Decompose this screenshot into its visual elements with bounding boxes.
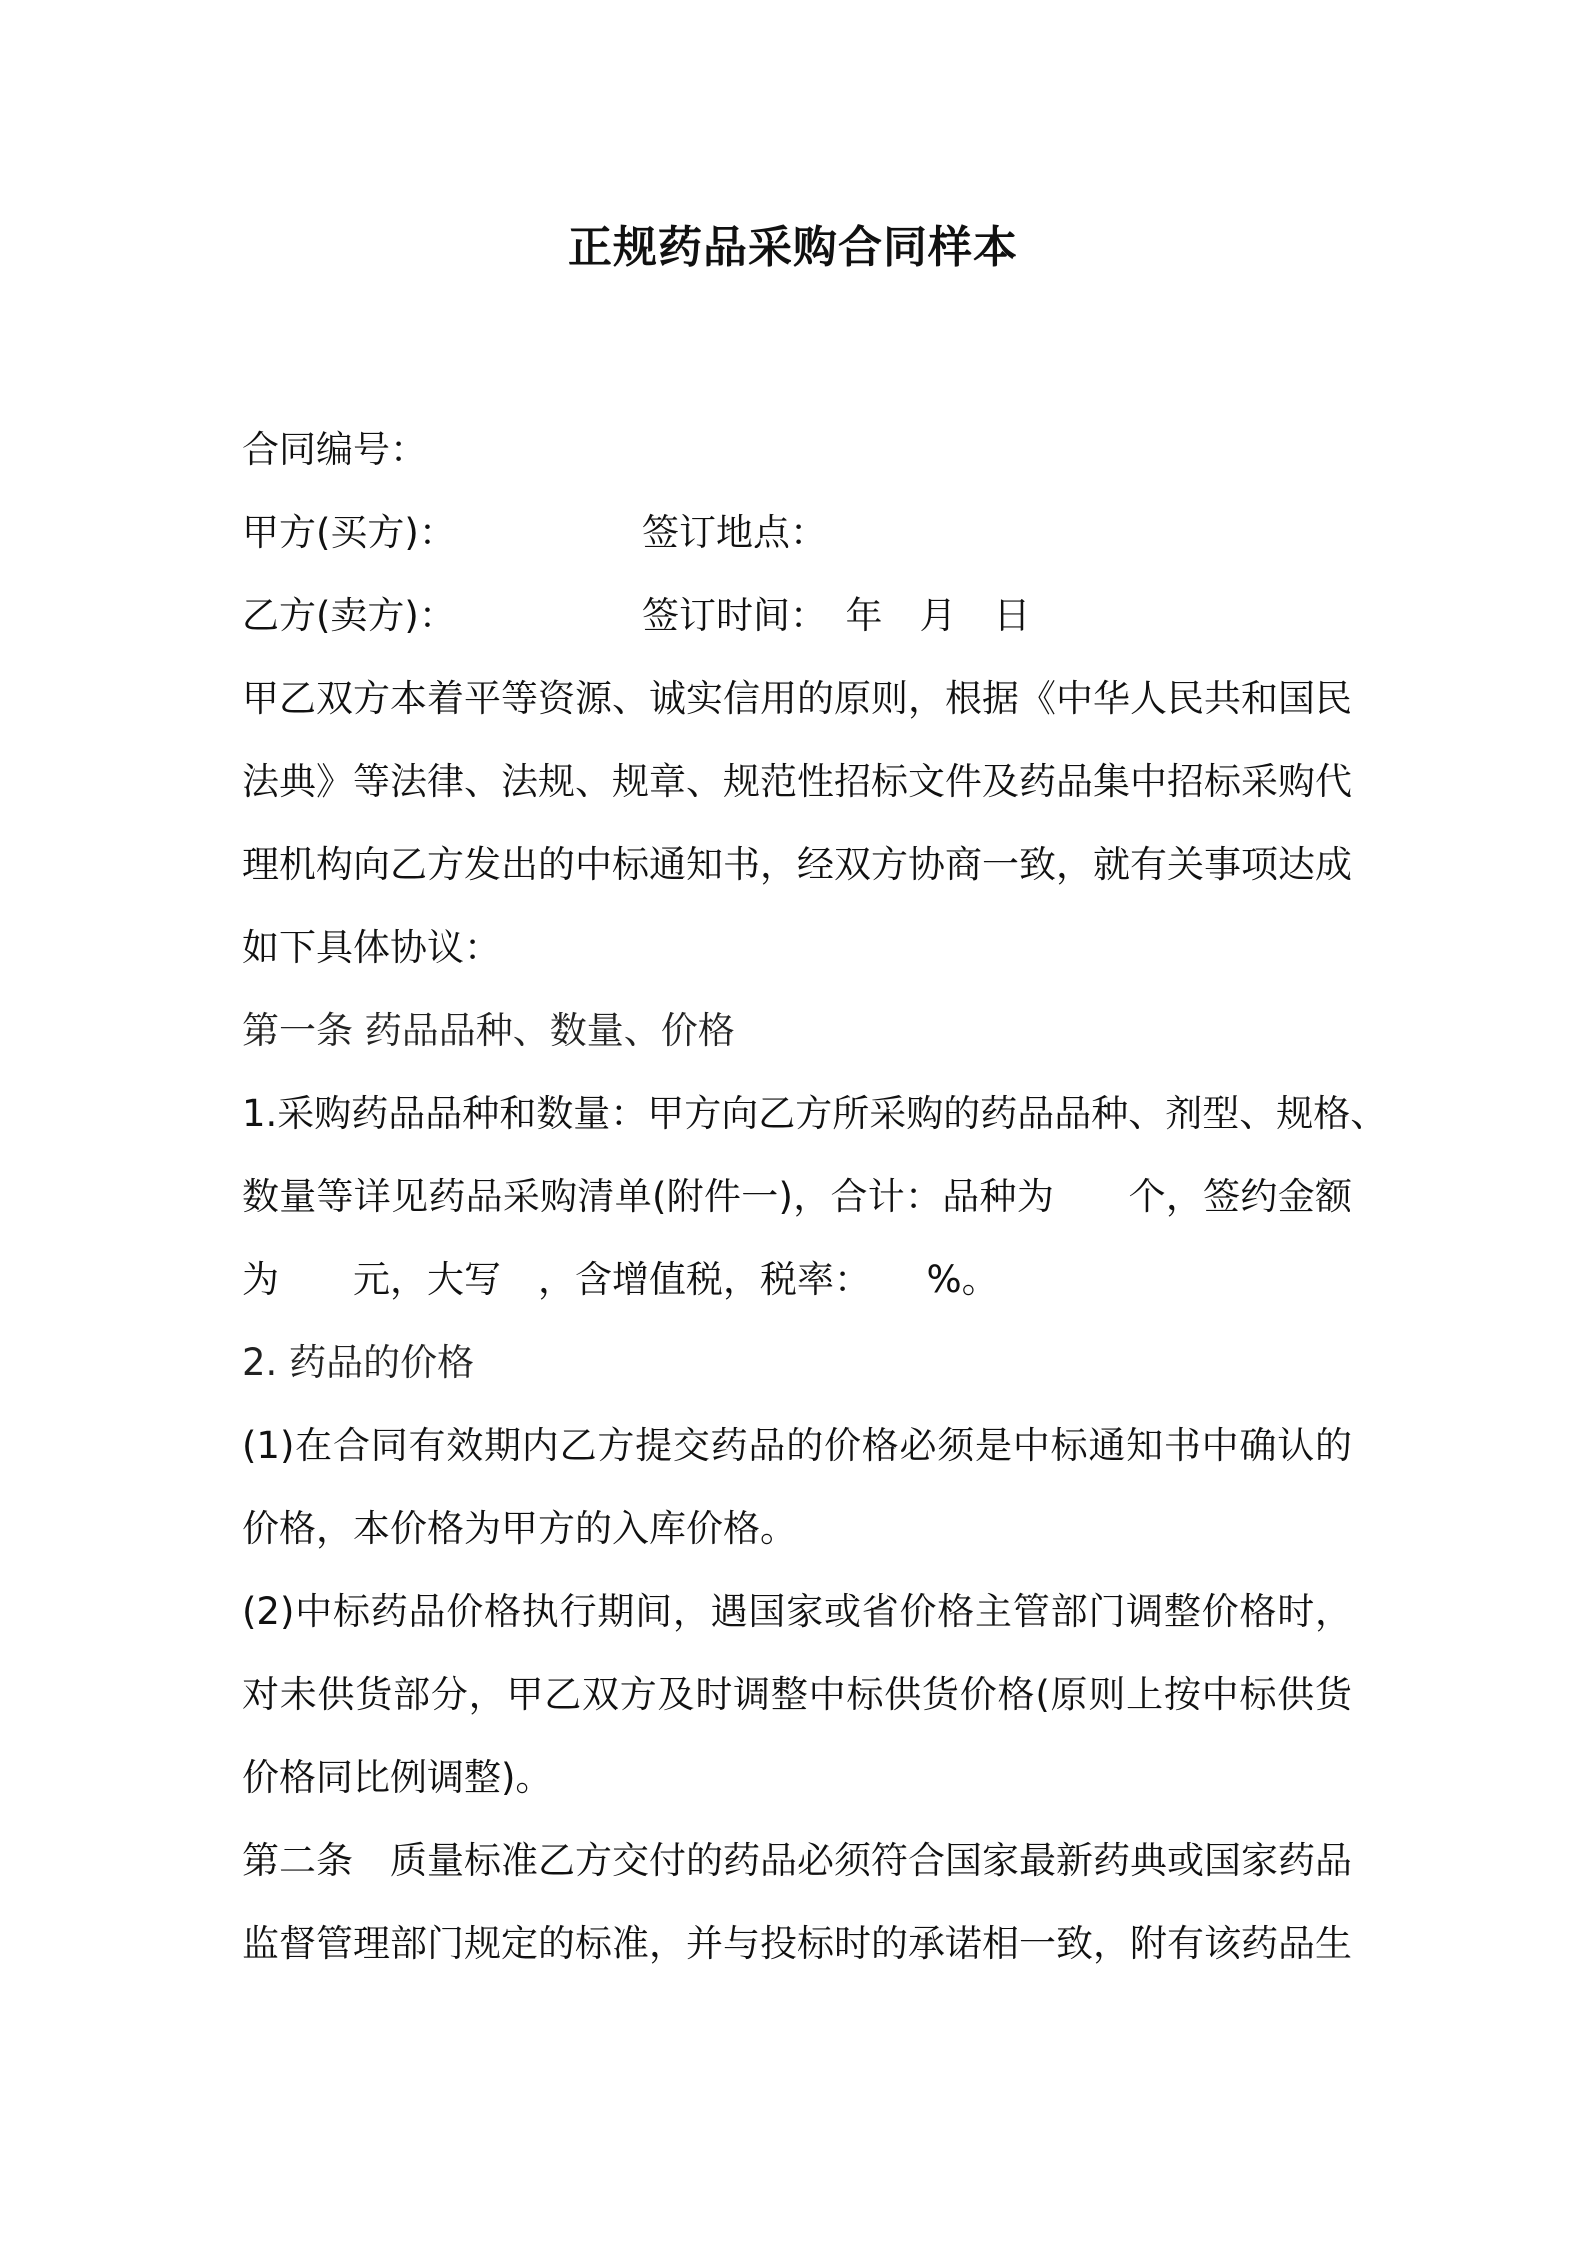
paragraph-line: 数量等详见药品采购清单(附件一)，合计：品种为 个，签约金额 [242, 1175, 1352, 1218]
party-b-label: 乙方(卖方)： [242, 594, 456, 637]
sign-place-label: 签订地点： [642, 511, 827, 554]
party-a-label: 甲方(买方)： [242, 511, 456, 554]
sign-time-label: 签订时间： 年 月 日 [642, 594, 1031, 637]
paragraph-line: 甲乙双方本着平等资源、诚实信用的原则，根据《中华人民共和国民 [242, 677, 1352, 720]
paragraph-line: 第二条 质量标准乙方交付的药品必须符合国家最新药典或国家药品 [242, 1839, 1352, 1882]
party-a-row [242, 491, 1352, 574]
section-heading: 第一条 药品品种、数量、价格 [242, 1009, 735, 1052]
paragraph-line: 对未供货部分，甲乙双方及时调整中标供货价格(原则上按中标供货 [242, 1673, 1352, 1716]
paragraph-line: 价格同比例调整)。 [242, 1756, 553, 1799]
paragraph-line: 法典》等法律、法规、规章、规范性招标文件及药品集中招标采购代 [242, 760, 1352, 803]
document-body [242, 408, 1388, 1985]
paragraph-line: 监督管理部门规定的标准，并与投标时的承诺相一致，附有该药品生 [242, 1922, 1352, 1965]
paragraph-line: 为 元，大写 ，含增值税，税率： %。 [242, 1258, 999, 1301]
document-title: 正规药品采购合同样本 [568, 222, 1018, 273]
section-heading: 2. 药品的价格 [242, 1341, 475, 1384]
contract-number-line: 合同编号： [242, 428, 427, 471]
paragraph-line: 理机构向乙方发出的中标通知书，经双方协商一致，就有关事项达成 [242, 843, 1352, 886]
paragraph-line: (1)在合同有效期内乙方提交药品的价格必须是中标通知书中确认的 [242, 1424, 1352, 1467]
paragraph-line: 1.采购药品品种和数量：甲方向乙方所采购的药品品种、剂型、规格、 [242, 1092, 1388, 1135]
paragraph-line: 价格，本价格为甲方的入库价格。 [242, 1507, 797, 1550]
paragraph-line: 如下具体协议： [242, 926, 501, 969]
paragraph-line: (2)中标药品价格执行期间，遇国家或省价格主管部门调整价格时， [242, 1590, 1352, 1633]
party-b-row [242, 574, 1352, 657]
